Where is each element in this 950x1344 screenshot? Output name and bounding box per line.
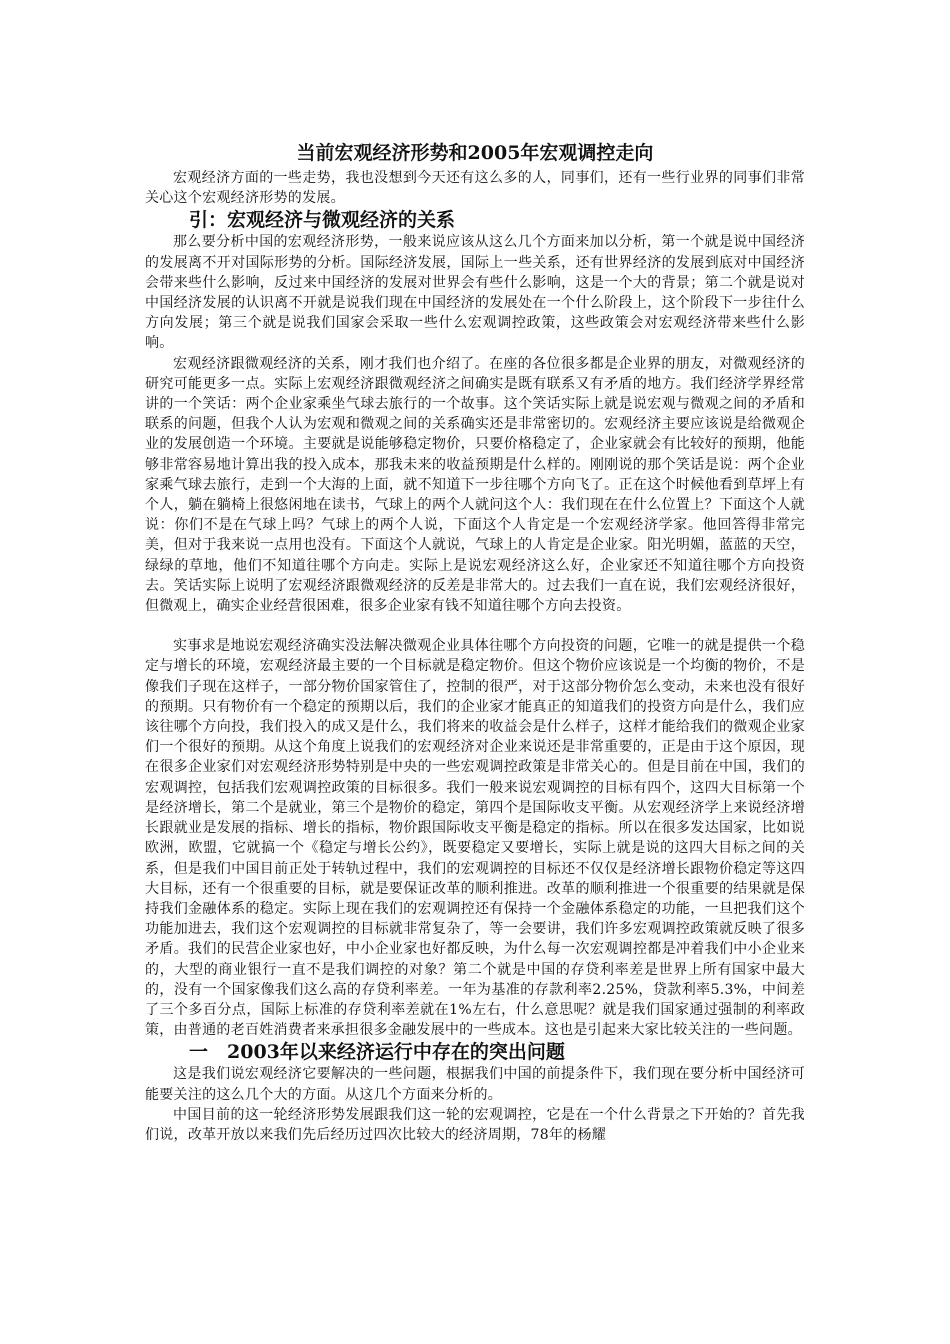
section-one-heading: 一 2003年以来经济运行中存在的突出问题 <box>189 1041 565 1064</box>
section-intro-heading: 引：宏观经济与微观经济的关系 <box>189 209 456 232</box>
document-title: 当前宏观经济形势和2005年宏观调控走向 <box>296 142 654 164</box>
body-paragraph: 宏观经济跟微观经济的关系，刚才我们也介绍了。在座的各位很多都是企业界的朋友，对微观经济的研究可能更多一点。实际上宏观经济跟微观经济之间确实是既有联系又有矛盾的地方。我们经济学界经常讲的一个笑话：两个企业家乘坐气球去旅行的一个故事。这个笑话实际上就是说宏观与微观之间的矛盾和联系的问题，但我个人认为宏观和微观之间的关系确实还是非常密切的。宏观经济主要应该说是给微观企业的发展创造一个环境。主要就是说能够稳定物价，只要价格稳定了，企业家就会有比较好的预期，他能够非常容易地计算出我的投入成本，那我未来的收益预期是什么样的。刚刚说的那个笑话是说：两个企业家乘气球去旅行，走到一个大海的上面，就不知道下一步往哪个方向飞了。正在这个时候他看到草坪上有个人，躺在躺椅上很悠闲地在读书，气球上的两个人就问这个人：我们现在在什么位置上？下面这个人就说：你们不是在气球上吗？气球上的两个人说，下面这个人肯定是一个宏观经济学家。他回答得非常完美，但对于我来说一点用也没有。下面这个人就说，气球上的人肯定是企业家。阳光明媚，蓝蓝的天空，绿绿的草地，他们不知道往哪个方向走。实际上是说宏观经济这么好，企业家还不知道往哪个方向投资去。笑话实际上说明了宏观经济跟微观经济的反差是非常大的。过去我们一直在说，我们宏观经济很好，但微观上，确实企业经营很困难，很多企业家有钱不知道往哪个方向去投资。 <box>145 355 805 615</box>
body-paragraph: 这是我们说宏观经济它要解决的一些问题，根据我们中国的前提条件下，我们现在要分析中国经济可能要关注的这么几个大的方面。从这几个方面来分析的。 <box>145 1066 805 1103</box>
intro-paragraph: 宏观经济方面的一些走势，我也没想到今天还有这么多的人，同事们，还有一些行业界的同事们非常关心这个宏观经济形势的发展。 <box>145 170 805 207</box>
paragraph-spacer <box>145 616 805 636</box>
body-paragraph: 实事求是地说宏观经济确实没法解决微观企业具体往哪个方向投资的问题，它唯一的就是提供一个稳定与增长的环境，宏观经济最主要的一个目标就是稳定物价。但这个物价应该说是一个均衡的物价，不是像我们子现在这样子，一部分物价国家管住了，控制的很严，对于这部分物价怎么变动，未来也没有很好的预期。只有物价有一个稳定的预期以后，我们的企业家才能真正的知道我们的投资方向是什么，我们应该往哪个方向投，我们投入的成又是什么，我们将来的收益会是什么样子，这样才能给我们的微观企业家们一个很好的预期。从这个角度上说我们的宏观经济对企业来说还是非常重要的，正是由于这个原因，现在很多企业家们对宏观经济形势特别是中央的一些宏观调控政策是非常关心的。但是目前在中国，我们的宏观调控，包括我们宏观调控政策的目标很多。我们一般来说宏观调控的目标有四个，这四大目标第一个是经济增长，第二个是就业，第三个是物价的稳定，第四个是国际收支平衡。从宏观经济学上来说经济增长跟就业是发展的指标、增长的指标，物价跟国际收支平衡是稳定的指标。所以在很多发达国家，比如说欧洲，欧盟，它就搞一个《稳定与增长公约》，既要稳定又要增长，实际上就是说的这四大目标之间的关系，但是我们中国目前正处于转轨过程中，我们的宏观调控的目标还不仅仅是经济增长跟物价稳定等这四大目标，还有一个很重要的目标，就是要保证改革的顺利推进。改革的顺利推进一个很重要的结果就是保持我们金融体系的稳定。实际上现在我们的宏观调控还有保持一个金融体系稳定的功能，一旦把我们这个功能加进去，我们这个宏观调控的目标就非常复杂了，等一会要讲，我们许多宏观调控政策就反映了很多矛盾。我们的民营企业家也好，中小企业家也好都反映，为什么每一次宏观调控都是冲着我们中小企业来的，大型的商业银行一直不是我们调控的对象？第二个就是中国的存贷利率差是世界上所有国家中最大的，没有一个国家像我们这么高的存贷利率差。一年为基准的存款利率2.25%，贷款利率5.3%，中间差了三个多百分点，国际上标准的存贷利率差就在1%左右，什么意思呢？就是我们国家通过强制的利率政策，由普通的老百姓消费者来承担很多金融发展中的一些成本。这也是引起来大家比较关注的一些问题。 <box>145 638 805 1039</box>
body-paragraph: 那么要分析中国的宏观经济形势，一般来说应该从这么几个方面来加以分析，第一个就是说中国经济的发展离不开对国际形势的分析。国际经济发展，国际上一些关系，还有世界经济的发展到底对中国经济会带来些什么影响，反过来中国经济的发展对世界会有些什么影响，这是一个大的背景；第二个就是说对中国经济发展的认识离不开就是说我们现在中国经济的发展处在一个什么阶段上，这个阶段下一步往什么方向发展；第三个就是说我们国家会采取一些什么宏观调控政策，这些政策会对宏观经济带来些什么影响。 <box>145 234 805 352</box>
document-page <box>145 140 805 1145</box>
body-paragraph: 中国目前的这一轮经济形势发展跟我们这一轮的宏观调控，它是在一个什么背景之下开始的？首先我们说，改革开放以来我们先后经历过四次比较大的经济周期，78年的杨耀 <box>145 1106 805 1143</box>
